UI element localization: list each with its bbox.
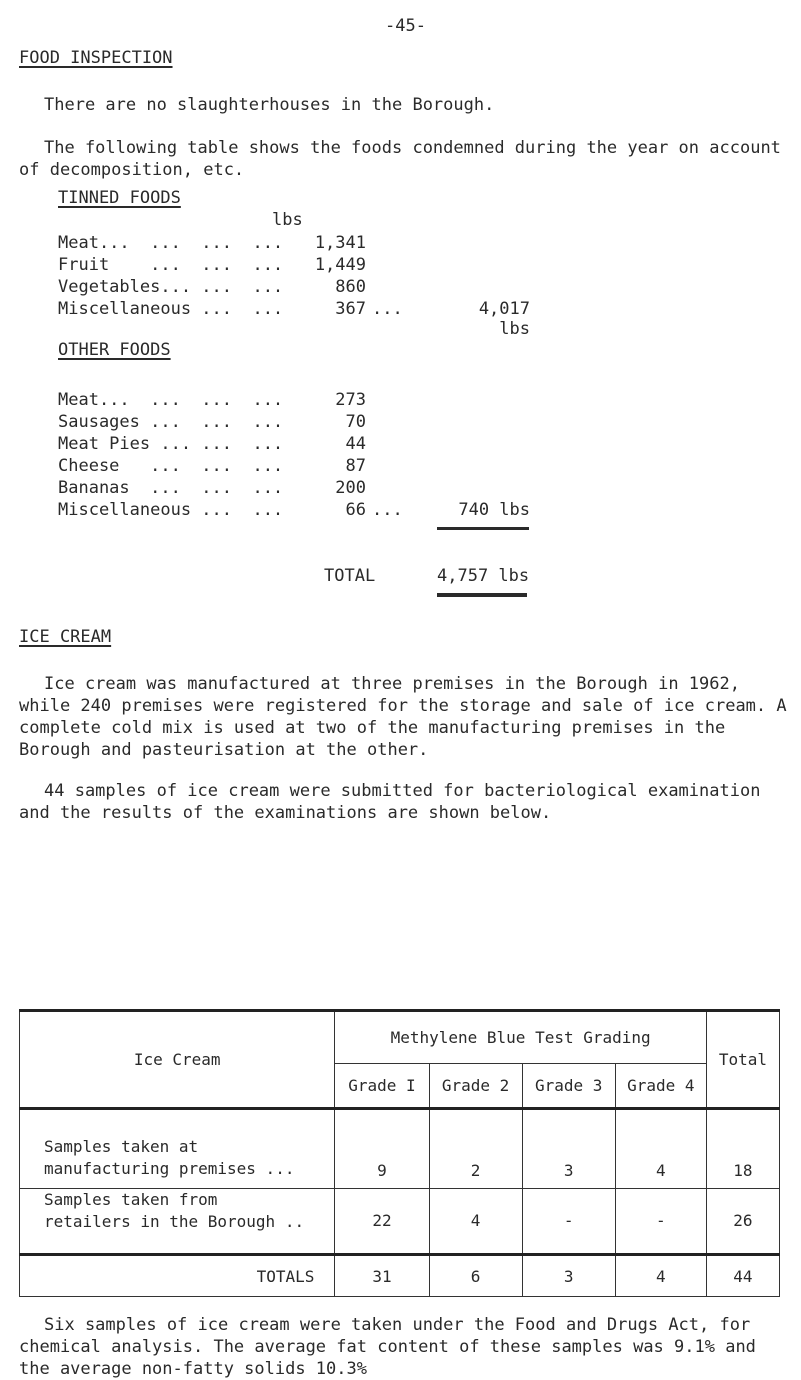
header-methylene-blue: Methylene Blue Test Grading (335, 1011, 706, 1064)
tinned-foods-heading: TINNED FOODS (58, 188, 181, 208)
ice-cream-paragraph-2: 44 samples of ice cream were submitted for bacteriological examination and the results of the examinations are shown below. (19, 781, 761, 823)
subtotal-dots: ... (372, 299, 403, 319)
subtotal-rule (437, 527, 529, 530)
row-label-line-1: Samples taken at (44, 1137, 199, 1156)
row-label (20, 1109, 335, 1189)
row-label-line-1: Samples taken from (44, 1190, 218, 1209)
header-grade-4: Grade 4 (615, 1064, 706, 1109)
item-value: 200 (335, 478, 366, 498)
table-cell: - (522, 1189, 615, 1255)
table-cell: 9 (335, 1109, 429, 1189)
item-label: Bananas ... ... ... (58, 478, 284, 498)
table-row-manufacturing (20, 1109, 780, 1189)
totals-label: TOTALS (20, 1255, 335, 1297)
ice-cream-heading: ICE CREAM (19, 627, 112, 647)
table-cell: 31 (335, 1255, 429, 1297)
row-label-line-2: manufacturing premises ... (44, 1159, 295, 1178)
table-cell: 3 (522, 1255, 615, 1297)
ice-cream-paragraph-3: Six samples of ice cream were taken under the Food and Drugs Act, for chemical analysis. The average fat content of these samples was 9.1% and the average non-fatty solids 10.3% (19, 1315, 756, 1379)
item-value: 66 (345, 500, 366, 520)
ice-cream-paragraph-1: Ice cream was manufactured at three premises in the Borough in 1962, while 240 premises were registered for the storage and sale of ice cream. A complete cold mix is used at two of the manufacturing premises in the Borough and pasteurisation at the other. (19, 674, 787, 760)
item-label: Sausages ... ... ... (58, 412, 284, 432)
table-cell: 22 (335, 1189, 429, 1255)
item-label: Meat... ... ... ... (58, 390, 284, 410)
intro-paragraph-1: There are no slaughterhouses in the Borough. (44, 95, 495, 115)
table-cell: - (615, 1189, 706, 1255)
table-cell: 4 (615, 1255, 706, 1297)
item-value: 367 (335, 299, 366, 319)
table-cell: 4 (429, 1189, 522, 1255)
header-ice-cream: Ice Cream (20, 1011, 335, 1109)
item-label: Miscellaneous ... ... (58, 299, 284, 319)
item-value: 70 (345, 412, 366, 432)
item-label: Meat... ... ... ... (58, 233, 284, 253)
table-cell-total: 26 (706, 1189, 779, 1255)
item-value: 1,341 (314, 233, 366, 253)
header-total: Total (706, 1011, 779, 1109)
table-cell: 3 (522, 1109, 615, 1189)
table-cell-total: 18 (706, 1109, 779, 1189)
row-label (20, 1189, 335, 1255)
item-label: Miscellaneous ... ... (58, 500, 284, 520)
item-value: 87 (345, 456, 366, 476)
item-value: 273 (335, 390, 366, 410)
page-number: -45- (385, 16, 426, 36)
table-row-retailers (20, 1189, 780, 1255)
grand-total: 4,757 lbs (437, 566, 530, 586)
item-value: 1,449 (314, 255, 366, 275)
item-label: Meat Pies ... ... ... (58, 434, 284, 454)
table-cell-grand-total: 44 (706, 1255, 779, 1297)
header-grade-2: Grade 2 (429, 1064, 522, 1109)
item-value: 860 (335, 277, 366, 297)
header-grade-3: Grade 3 (522, 1064, 615, 1109)
header-grade-1: Grade I (335, 1064, 429, 1109)
table-row-totals (20, 1255, 780, 1297)
item-label: Vegetables... ... ... (58, 277, 284, 297)
item-label: Fruit ... ... ... (58, 255, 284, 275)
table-cell: 2 (429, 1109, 522, 1189)
total-rule (437, 593, 527, 597)
total-label: TOTAL (324, 566, 376, 586)
row-label-line-2: retailers in the Borough .. (44, 1212, 305, 1231)
tinned-subtotal: 4,017 lbs (478, 299, 530, 339)
intro-paragraph-2: The following table shows the foods condemned during the year on account of decomposition, etc. (19, 138, 781, 180)
ice-cream-results-table (19, 1009, 780, 1297)
table-cell: 6 (429, 1255, 522, 1297)
table-cell: 4 (615, 1109, 706, 1189)
other-foods-heading: OTHER FOODS (58, 340, 171, 360)
subtotal-dots: ... (372, 500, 403, 520)
item-value: 44 (345, 434, 366, 454)
item-label: Cheese ... ... ... (58, 456, 284, 476)
section-heading-food-inspection: FOOD INSPECTION (19, 48, 173, 68)
other-subtotal: 740 lbs (458, 500, 530, 520)
unit-label: lbs (272, 210, 303, 230)
